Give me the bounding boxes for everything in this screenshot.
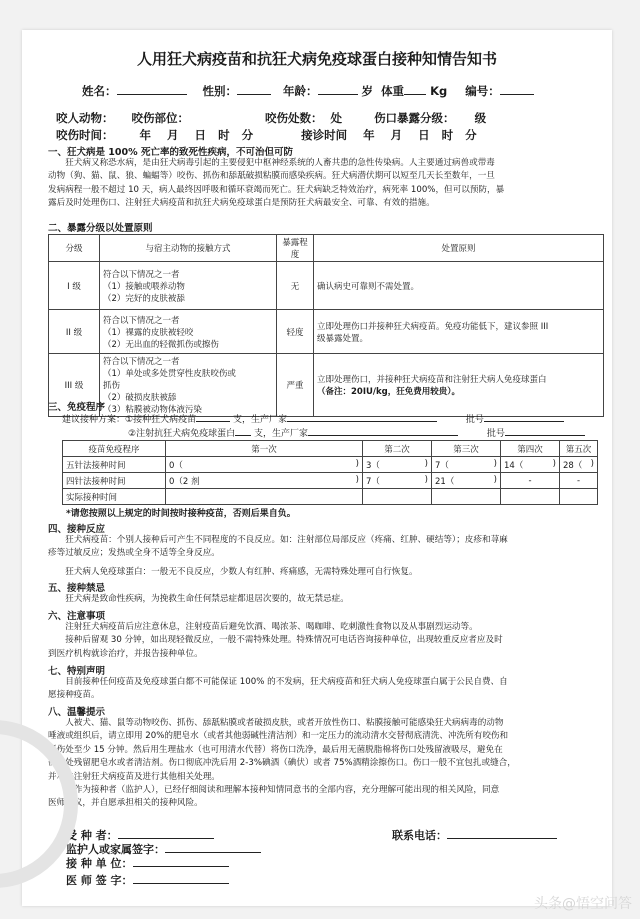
bite-count-unit: 处 — [330, 111, 343, 125]
phone-row — [392, 827, 557, 843]
schedule-table — [62, 440, 598, 505]
text-line: 唾液或组织后，请立即用 20%的肥皂水（或者其他弱碱性清洁剂）和一定压力的流动清水交替彻底清洗、冲洗所有咬伤和 — [48, 731, 509, 742]
text-line: 抓伤处至少 15 分钟。然后用生理盐水（也可用清水代替）将伤口洗净，最后用无菌脱脂棉将伤口处残留液吸尽，避免在 — [48, 744, 503, 755]
text-line: 狂犬病疫苗：个别人接种后可产生不同程度的不良反应。如：注射部位局部反应（疼痛、红肿、硬结等）；皮疹和荨麻 — [65, 535, 508, 545]
table-header: 疫苗免疫程序 — [63, 441, 166, 457]
bite-time-label: 咬伤时间： — [56, 128, 114, 142]
manufacturer-label: 支，生产厂家 — [253, 429, 308, 439]
schedule-cell[interactable] — [560, 457, 598, 473]
text-line: 人被犬、猫、鼠等动物咬伤、抓伤、舔舐粘膜或者破损皮肤，或者开放性伤口、粘膜接触可能感染狂犬病病毒的动物 — [65, 718, 504, 728]
cell-line: （备注：20IU/kg，狂免费用较贵）。 — [317, 387, 460, 397]
bite-count-label: 咬伤处数： — [265, 111, 323, 125]
cell-text: 7（ — [366, 476, 380, 487]
cell-text: 0（2 剂 — [169, 476, 200, 487]
consent-form-page — [22, 30, 612, 906]
table-row — [49, 310, 604, 354]
level-cell: II 级 — [49, 310, 100, 354]
level-cell: I 级 — [49, 262, 100, 310]
signature-label: 接 种 单 位： — [66, 857, 133, 870]
plan-option-1 — [62, 412, 564, 425]
manufacturer-label: 支，生产厂家 — [232, 415, 287, 425]
schedule-cell[interactable] — [501, 457, 560, 473]
schedule-note: *请您按照以上规定的时间按时接种疫苗，否则后果自负。 — [66, 509, 296, 519]
immunoglobulin-option: ②注射抗狂犬病免疫球蛋白 — [128, 429, 236, 439]
ig-batch-field[interactable] — [505, 426, 585, 436]
contact-cell — [100, 310, 277, 354]
text-line: 到医疗机构就诊治疗，并报告接种单位。 — [48, 648, 203, 659]
plan-label: 建议接种方案： — [62, 415, 126, 425]
bite-site-label: 咬伤部位： — [131, 111, 190, 125]
form-title: 人用狂犬病疫苗和抗狂犬病免疫球蛋白接种知情告知书 — [136, 50, 497, 68]
text-line: 并尽快注射狂犬病疫苗及进行其他相关处理。 — [48, 771, 220, 782]
contact-cell — [100, 262, 277, 310]
section-4-text — [48, 534, 604, 579]
cell-line: 立即处理伤口，并接种狂犬病疫苗和注射狂犬病人免疫球蛋白 — [317, 375, 547, 385]
name-label: 姓名： — [82, 84, 117, 98]
batch-label: 批号 — [465, 415, 484, 425]
signature-unit — [66, 855, 229, 871]
degree-cell: 严重 — [277, 354, 314, 417]
degree-cell: 轻度 — [277, 310, 314, 354]
action-cell — [314, 310, 604, 354]
text-line: 愿接种疫苗。 — [48, 690, 100, 701]
text-line: 露后及时处理伤口、注射狂犬病疫苗和抗狂犬病免疫球蛋白是预防狂犬病最安全、可靠、有效的措施。 — [48, 198, 435, 209]
weight-label: 体重 — [381, 84, 405, 98]
number-field[interactable] — [500, 83, 534, 95]
schedule-name: 实际接种时间 — [63, 489, 166, 505]
cell-text: 0（ — [169, 460, 183, 471]
number-label: 编号： — [465, 84, 500, 98]
text-line: 目前接种任何疫苗及免疫球蛋白都不可能保证 100% 的不发病，狂犬病疫苗和狂犬病人免疫球蛋白属于公民自费、自 — [65, 677, 508, 687]
biting-animal-label: 咬人动物： — [56, 111, 114, 125]
signature-label: 监护人或家属签字： — [66, 843, 165, 856]
table-header-row — [63, 441, 598, 457]
name-field[interactable] — [117, 83, 187, 95]
month-label: 月 — [390, 128, 403, 142]
schedule-cell[interactable] — [166, 489, 363, 505]
table-header: 与宿主动物的接触方式 — [100, 235, 277, 262]
section-7-heading: 七、特别声明 — [48, 666, 106, 677]
table-header: 第二次 — [363, 441, 432, 457]
cell-line: 符合以下情况之一者 — [103, 357, 180, 367]
schedule-cell[interactable] — [501, 489, 560, 505]
cell-text: 3（ — [366, 460, 380, 471]
phone-field[interactable] — [447, 827, 557, 839]
section-3-heading: 三、免疫程序 — [48, 402, 106, 413]
exposure-level-unit: 级 — [474, 111, 487, 125]
vaccine-maker-field[interactable] — [287, 412, 437, 422]
cell-close-paren: ) — [424, 474, 428, 485]
weight-field[interactable] — [404, 83, 426, 95]
section-1-text — [48, 157, 604, 211]
section-2-heading: 二、暴露分级以处置原则 — [48, 223, 153, 234]
text-line: 狂犬病又称恐水病，是由狂犬病毒引起的主要侵犯中枢神经系统的人畜共患的急性传染病。人主要通过病兽或带毒 — [65, 158, 495, 168]
schedule-cell[interactable] — [560, 489, 598, 505]
info-row-1 — [82, 83, 534, 99]
year-label: 年 — [363, 128, 375, 142]
cell-line: 级暴露处置。 — [317, 333, 369, 344]
table-header-row — [49, 235, 604, 262]
schedule-cell[interactable] — [432, 489, 501, 505]
exposure-level-label: 伤口暴露分级： — [374, 111, 455, 125]
cell-text: 21（ — [435, 476, 455, 487]
ig-count-field[interactable] — [235, 426, 251, 436]
text-line: 医师建议，并自愿承担相关的接种风险。 — [48, 798, 203, 809]
text-line: 接种后留观 30 分钟，如出现轻微反应，一般不需特殊处理。特殊情况可电话咨询接种单位，出现较重反应者应及时 — [65, 635, 503, 646]
schedule-cell[interactable] — [432, 473, 501, 489]
age-unit: 岁 — [361, 84, 374, 98]
text-line: 动物（狗、猫、鼠、狼、蝙蝠等）咬伤、抓伤和舔舐破损粘膜而感染疾病。狂犬病潜伏期可以短至几天长至数年，一旦 — [48, 171, 495, 182]
table-row — [63, 489, 598, 505]
cell-line: 符合以下情况之一者 — [103, 269, 180, 280]
schedule-name: 四针法接种时间 — [63, 473, 166, 489]
section-4-heading: 四、接种反应 — [48, 524, 106, 535]
schedule-name: 五针法接种时间 — [63, 457, 166, 473]
plan-option-2 — [128, 426, 585, 439]
year-label: 年 — [139, 128, 152, 142]
cell-text: 28（ — [563, 460, 583, 471]
schedule-cell[interactable] — [166, 473, 363, 489]
cell-line: （3）粘膜被动物体液污染 — [103, 405, 202, 415]
day-label: 日 — [194, 128, 207, 142]
table-header: 第四次 — [501, 441, 560, 457]
ig-maker-field[interactable] — [308, 426, 458, 436]
cell-line: 立即处理伤口并接种狂犬病疫苗。免疫功能低下，建议参照 III — [317, 321, 549, 332]
table-header: 暴露程度 — [277, 235, 314, 262]
cell-line: （2）破损皮肤被舔 — [103, 393, 177, 403]
cell-close-paren: ) — [590, 458, 594, 469]
cell-line: 符合以下情况之一者 — [103, 315, 180, 326]
action-cell — [314, 262, 604, 310]
minute-label: 分 — [241, 128, 254, 142]
gender-label: 性别： — [202, 84, 238, 98]
table-header: 处置原则 — [314, 235, 604, 262]
text-line: 疹等过敏反应；发热或全身不适等全身反应。 — [48, 548, 220, 559]
signature-label: 受 种 者： — [66, 829, 118, 842]
section-8-text — [48, 717, 604, 811]
signature-label: 医 师 签 字： — [66, 874, 133, 887]
table-row — [49, 262, 604, 310]
month-label: 月 — [167, 128, 179, 142]
schedule-cell[interactable] — [432, 457, 501, 473]
batch-label: 批号 — [486, 429, 505, 439]
cell-line: 抓伤 — [103, 381, 121, 391]
phone-label: 联系电话： — [392, 829, 447, 842]
schedule-cell[interactable] — [363, 489, 432, 505]
info-row-3 — [56, 127, 477, 143]
cell-text: 7（ — [435, 460, 449, 471]
weight-unit: Kg — [430, 84, 448, 98]
section-1-heading: 一、狂犬病是 100% 死亡率的致死性疾病，不可治但可防 — [48, 147, 293, 158]
schedule-cell: - — [560, 473, 598, 489]
minute-label: 分 — [465, 128, 477, 142]
table-header: 分级 — [49, 235, 100, 262]
cell-close-paren: ) — [493, 458, 497, 469]
text-line: 狂犬病是致命性疾病，为挽救生命任何禁忌症都退居次要的，故无禁忌症。 — [65, 594, 349, 604]
section-8-heading: 八、温馨提示 — [48, 707, 106, 718]
cell-text: 14（ — [504, 460, 524, 471]
day-label: 日 — [418, 128, 430, 142]
age-field[interactable] — [318, 83, 358, 95]
section-6-heading: 六、注意事项 — [48, 611, 106, 622]
cell-line: （1）单处或多处贯穿性皮肤咬伤或 — [103, 369, 236, 379]
text-line: 发病病程一般不超过 10 天，病人最终因呼吸和循环衰竭而死亡。狂犬病缺乏特效治疗，病死率 100%，但可以预防，暴 — [48, 184, 505, 195]
recipient-signature-field[interactable] — [118, 827, 214, 839]
section-7-text — [48, 676, 604, 703]
section-6-text — [48, 621, 604, 661]
cell-close-paren: ) — [493, 474, 497, 485]
text-line: 注射狂犬病疫苗后应注意休息，注射疫苗后避免饮酒、喝浓茶、喝咖啡、吃刺激性食物以及从事剧烈运动等。 — [65, 622, 478, 632]
cell-close-paren: ) — [355, 458, 359, 469]
cell-close-paren: ) — [355, 474, 359, 485]
vaccine-batch-field[interactable] — [484, 412, 564, 422]
section-5-heading: 五、接种禁忌 — [48, 583, 106, 594]
schedule-cell[interactable] — [166, 457, 363, 473]
hour-label: 时 — [218, 128, 230, 142]
text-line: 狂犬病人免疫球蛋白：一般无不良反应，少数人有红肿、疼痛感，无需特殊处理可自行恢复。 — [65, 566, 418, 577]
cell-close-paren: ) — [424, 458, 428, 469]
cell-line: （2）无出血的轻微抓伤或擦伤 — [103, 339, 219, 350]
cell-line: （1）接触或喂养动物 — [103, 281, 185, 292]
schedule-cell: - — [501, 473, 560, 489]
table-row — [63, 457, 598, 473]
level-cell: III 级 — [49, 354, 100, 417]
table-header: 第一次 — [166, 441, 363, 457]
exposure-table — [48, 234, 604, 417]
guardian-signature-field[interactable] — [165, 841, 261, 853]
vaccine-count-field[interactable] — [196, 412, 230, 422]
table-header: 第五次 — [560, 441, 598, 457]
schedule-cell[interactable] — [363, 473, 432, 489]
visit-time-label: 接诊时间 — [301, 128, 348, 142]
text-line: 我作为接种者（监护人），已经仔细阅读和理解本接种知情同意书的全部内容，充分理解可能出现的相关风险，同意 — [65, 785, 500, 796]
table-row — [49, 354, 604, 417]
cell-line: （1）裸露的皮肤被轻咬 — [103, 327, 194, 338]
unit-signature-field[interactable] — [133, 855, 229, 867]
hour-label: 时 — [441, 128, 454, 142]
doctor-signature-field[interactable] — [133, 872, 229, 884]
age-label: 年龄： — [283, 84, 318, 98]
cell-close-paren: ) — [552, 458, 556, 469]
action-cell — [314, 354, 604, 417]
section-5-text — [48, 593, 604, 606]
table-row — [63, 473, 598, 489]
signature-doctor — [66, 872, 229, 888]
text-line: 伤口处残留肥皂水或者清洁剂。伤口彻底冲洗后用 2-3%碘酒（碘伏）或者 75%酒精涂擦伤口。伤口一般不宜包扎或缝合， — [48, 758, 516, 769]
degree-cell: 无 — [277, 262, 314, 310]
contact-cell — [100, 354, 277, 417]
watermark-logo: 头条@悟空问答 — [534, 896, 632, 912]
gender-field[interactable] — [237, 83, 271, 95]
info-row-2 — [56, 110, 486, 126]
table-header: 第三次 — [432, 441, 501, 457]
schedule-cell[interactable] — [363, 457, 432, 473]
cell-line: 确认病史可靠则不需处置。 — [317, 281, 420, 292]
vaccine-option: ①接种狂犬病疫苗 — [125, 415, 197, 425]
cell-line: （2）完好的皮肤被舔 — [103, 293, 185, 304]
